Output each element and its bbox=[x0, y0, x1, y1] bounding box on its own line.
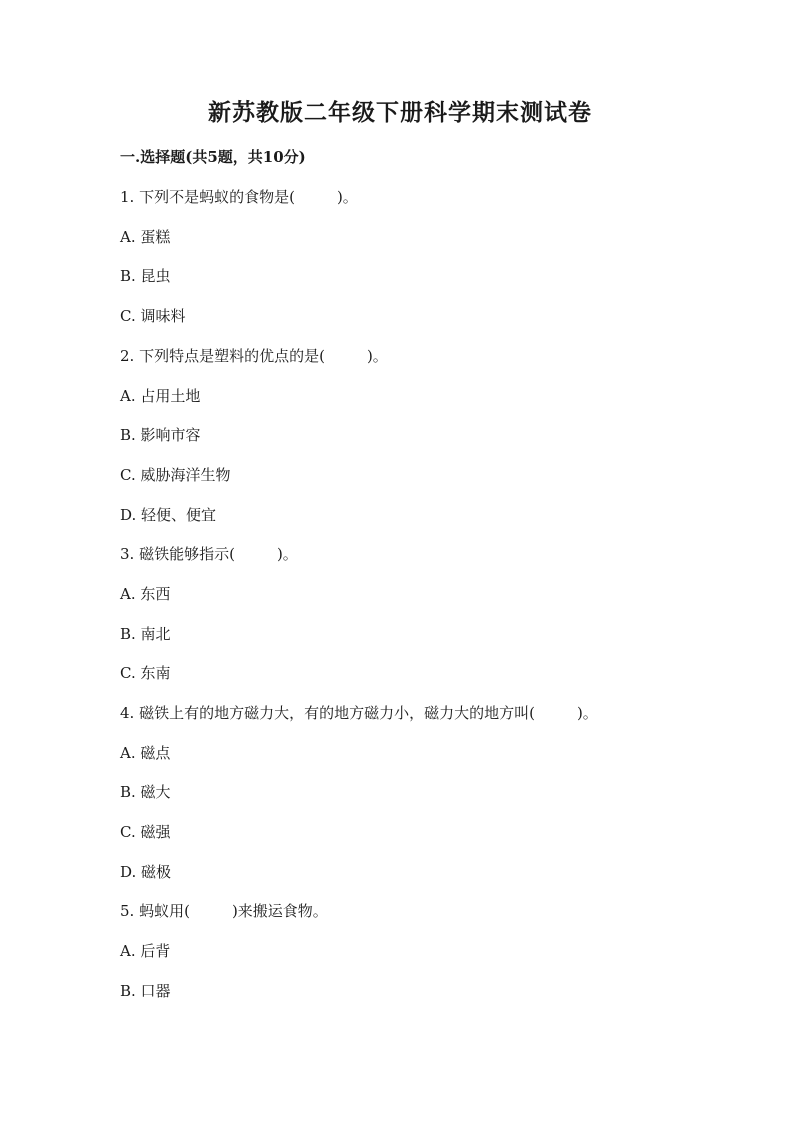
question-1-option-b: B. 昆虫 bbox=[120, 267, 171, 285]
question-5-stem bbox=[120, 899, 328, 923]
question-3-stem bbox=[120, 542, 298, 566]
question-3-option-b: B. 南北 bbox=[120, 625, 171, 643]
question-stem-text: )来搬运食物。 bbox=[231, 902, 328, 920]
question-5-option-a: A. 后背 bbox=[120, 942, 171, 960]
question-2-option-a: A. 占用土地 bbox=[120, 387, 201, 405]
question-3-option-a: A. 东西 bbox=[120, 585, 171, 603]
question-stem-text: )。 bbox=[576, 704, 598, 722]
question-4-option-c: C. 磁强 bbox=[120, 823, 171, 841]
question-1-stem bbox=[120, 185, 358, 209]
question-stem-text: 5. 蚂蚁用( bbox=[120, 902, 190, 920]
question-4-stem bbox=[120, 701, 598, 725]
question-2-option-c: C. 威胁海洋生物 bbox=[120, 466, 231, 484]
question-stem-text: )。 bbox=[366, 347, 388, 365]
section-heading: 一.选择题(共5题，共10分) bbox=[120, 148, 306, 166]
question-stem-text: )。 bbox=[276, 545, 298, 563]
page-title: 新苏教版二年级下册科学期末测试卷 bbox=[208, 99, 592, 126]
question-4-option-b: B. 磁大 bbox=[120, 783, 171, 801]
question-stem-text: )。 bbox=[336, 188, 358, 206]
question-4-option-d: D. 磁极 bbox=[120, 863, 172, 881]
question-1-option-a: A. 蛋糕 bbox=[120, 228, 171, 246]
question-2-stem bbox=[120, 344, 388, 368]
question-5-option-b: B. 口器 bbox=[120, 982, 171, 1000]
question-stem-text: 1. 下列不是蚂蚁的食物是( bbox=[120, 188, 295, 206]
question-1-option-c: C. 调味料 bbox=[120, 307, 186, 325]
question-3-option-c: C. 东南 bbox=[120, 664, 171, 682]
question-stem-text: 3. 磁铁能够指示( bbox=[120, 545, 235, 563]
question-4-option-a: A. 磁点 bbox=[120, 744, 171, 762]
question-stem-text: 4. 磁铁上有的地方磁力大，有的地方磁力小，磁力大的地方叫( bbox=[120, 704, 535, 722]
question-stem-text: 2. 下列特点是塑料的优点的是( bbox=[120, 347, 325, 365]
question-2-option-b: B. 影响市容 bbox=[120, 426, 201, 444]
question-2-option-d: D. 轻便、便宜 bbox=[120, 506, 217, 524]
